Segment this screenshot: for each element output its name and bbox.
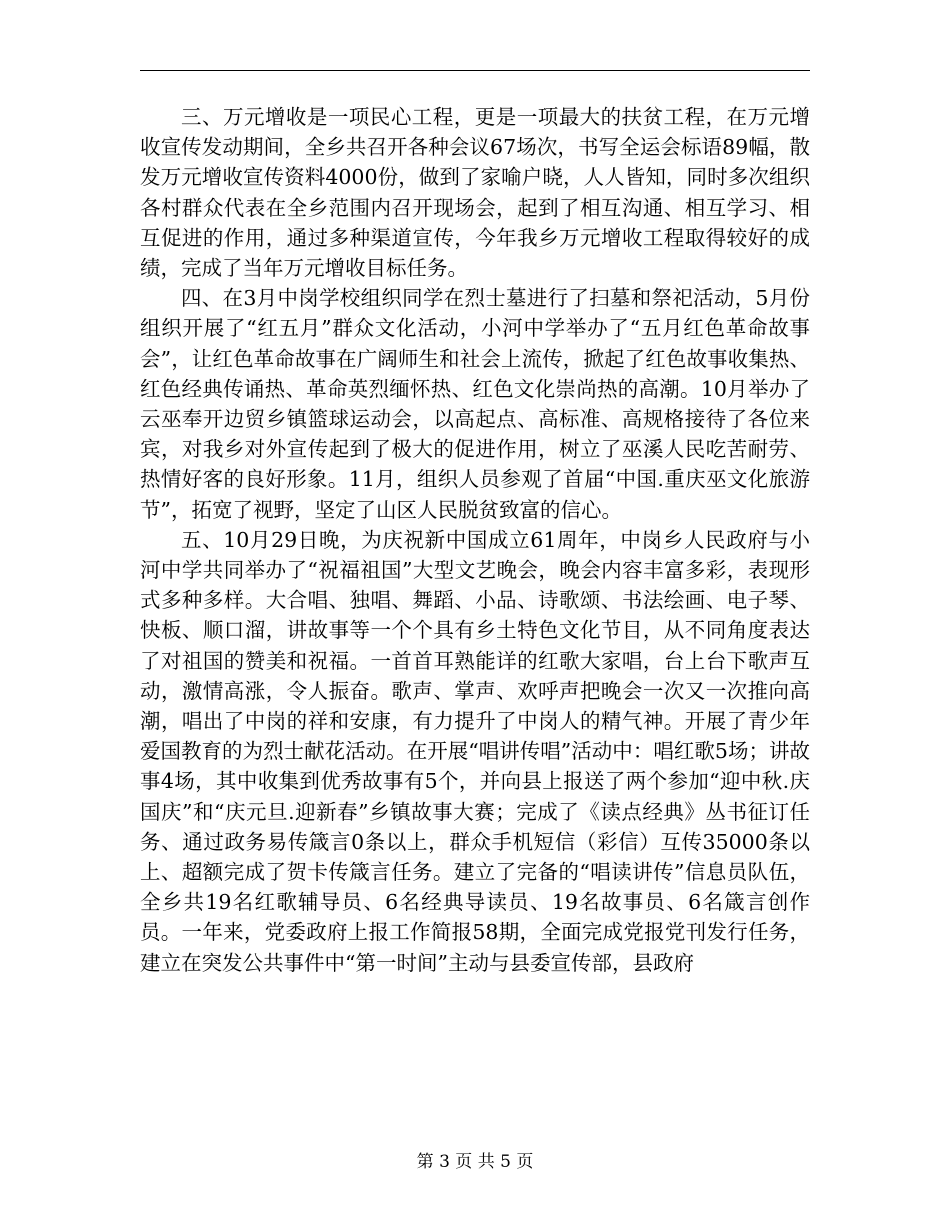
paragraph-5: 五、10月29日晚，为庆祝新中国成立61周年，中岗乡人民政府与小河中学共同举办了“祝福祖国”大型文艺晚会，晚会内容丰富多彩，表现形式多种多样。大合唱、独唱、舞蹈、小品、诗歌颂、书法绘画、电子琴、快板、顺口溜，讲故事等一个个具有乡土特色文化节目，从不同角度表达了对祖国的赞美和祝福。一首首耳熟能详的红歌大家唱，台上台下歌声互动，激情高涨，令人振奋。歌声、掌声、欢呼声把晚会一次又一次推向高潮，唱出了中岗的祥和安康，有力提升了中岗人的精气神。开展了青少年爱国教育的为烈士献花活动。在开展“唱讲传唱”活动中：唱红歌5场；讲故事4场，其中收集到优秀故事有5个，并向县上报送了两个参加“迎中秋.庆国庆”和“庆元旦.迎新春”乡镇故事大赛；完成了《读点经典》丛书征订任务、通过政务易传箴言0条以上，群众手机短信（彩信）互传35000条以上、超额完成了贺卡传箴言任务。建立了完备的“唱读讲传”信息员队伍，全乡共19名红歌辅导员、6名经典导读员、19名故事员、6名箴言创作员。一年来，党委政府上报工作简报58期，全面完成党报党刊发行任务，建立在突发公共事件中“第一时间”主动与县委宣传部，县政府: [140, 527, 810, 975]
header-rule: [140, 70, 810, 71]
paragraph-3: 三、万元增收是一项民心工程，更是一项最大的扶贫工程，在万元增收宣传发动期间，全乡共召开各种会议67场次，书写全运会标语89幅，散发万元增收宣传资料4000份，做到了家喻户晓，人人皆知，同时多次组织各村群众代表在全乡范围内召开现场会，起到了相互沟通、相互学习、相互促进的作用，通过多种渠道宣传，今年我乡万元增收工程取得较好的成绩，完成了当年万元增收目标任务。: [140, 105, 810, 281]
page-footer: 第 3 页 共 5 页: [416, 1152, 534, 1172]
paragraph-4: 四、在3月中岗学校组织同学在烈士墓进行了扫墓和祭祀活动，5月份组织开展了“红五月”群众文化活动，小河中学举办了“五月红色革命故事会”，让红色革命故事在广阔师生和社会上流传，掀起了红色故事收集热、红色经典传诵热、革命英烈缅怀热、红色文化崇尚热的高潮。10月举办了云巫奉开边贸乡镇篮球运动会，以高起点、高标准、高规格接待了各位来宾，对我乡对外宣传起到了极大的促进作用，树立了巫溪人民吃苦耐劳、热情好客的良好形象。11月，组织人员参观了首届“中国.重庆巫文化旅游节”，拓宽了视野，坚定了山区人民脱贫致富的信心。: [140, 286, 810, 522]
body-text: [140, 102, 810, 978]
